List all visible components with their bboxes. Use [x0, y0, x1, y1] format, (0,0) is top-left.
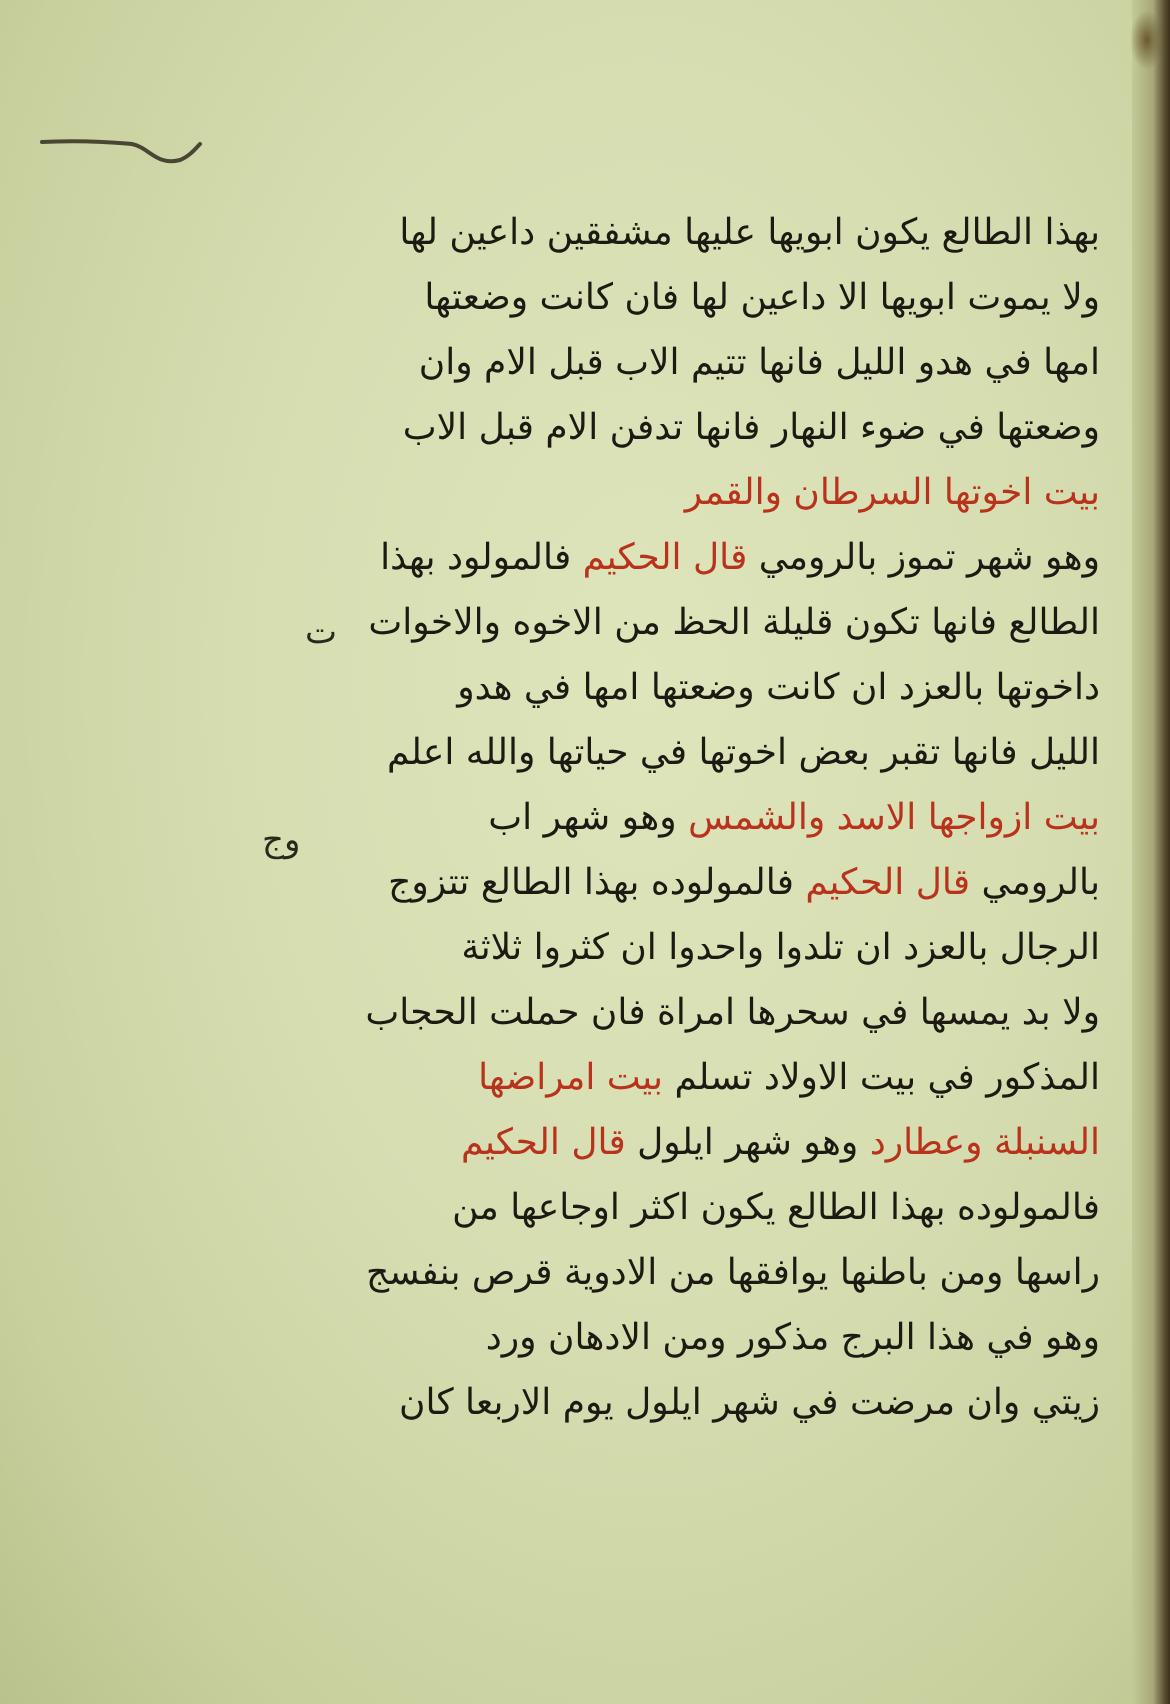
body-text: الليل فانها تقبر بعض اخوتها في حياتها والله اعلم — [386, 732, 1100, 773]
body-text: فالمولوده بهذا الطالع يكون اكثر اوجاعها من — [452, 1187, 1100, 1228]
body-text: زيتي وان مرضت في شهر ايلول يوم الاربعا كان — [399, 1382, 1100, 1423]
body-text: فالمولوده بهذا الطالع تتزوج — [388, 862, 806, 903]
margin-note-2: وج — [262, 820, 301, 860]
body-text: وهو شهر ايلول — [625, 1122, 870, 1163]
text-line — [360, 1110, 1100, 1175]
body-text: بهذا الطالع يكون ابويها عليها مشفقين داعين لها — [399, 212, 1100, 253]
text-line — [360, 525, 1100, 590]
binding-gutter — [1132, 0, 1170, 1704]
folio-mark — [40, 128, 205, 188]
text-line — [360, 460, 1100, 525]
body-text: امها في هدو الليل فانها تتيم الاب قبل الام وان — [418, 342, 1100, 383]
rubric-text: بيت امراضها — [478, 1057, 664, 1098]
text-line — [360, 590, 1100, 655]
text-line — [360, 1240, 1100, 1305]
text-line — [360, 655, 1100, 720]
text-line — [360, 395, 1100, 460]
body-text: وهو في هذا البرج مذكور ومن الادهان ورد — [485, 1317, 1100, 1358]
body-text: ولا بد يمسها في سحرها امراة فان حملت الحجاب — [365, 992, 1100, 1033]
rubric-text: السنبلة وعطارد — [869, 1122, 1100, 1163]
margin-note-1: ت — [305, 612, 338, 652]
text-line — [360, 1045, 1100, 1110]
rubric-text: قال الحكيم — [805, 862, 971, 903]
body-text: ولا يموت ابويها الا داعين لها فان كانت وضعتها — [424, 277, 1100, 318]
rubric-text: بيت ازواجها الاسد والشمس — [688, 797, 1100, 838]
text-line — [360, 1175, 1100, 1240]
text-line — [360, 915, 1100, 980]
text-line — [360, 785, 1100, 850]
body-text: بالرومي — [970, 862, 1100, 903]
text-line — [360, 720, 1100, 785]
text-line — [360, 200, 1100, 265]
text-line — [360, 1305, 1100, 1370]
text-line — [360, 980, 1100, 1045]
text-line — [360, 1370, 1100, 1435]
body-text: الرجال بالعزد ان تلدوا واحدوا ان كثروا ثلاثة — [461, 927, 1100, 968]
rubric-text: قال الحكيم — [460, 1122, 626, 1163]
body-text: فالمولود بهذا — [380, 537, 583, 578]
rubric-text: قال الحكيم — [582, 537, 748, 578]
body-text: وهو شهر تموز بالرومي — [747, 537, 1100, 578]
edge-stain — [1130, 10, 1164, 70]
body-text: داخوتها بالعزد ان كانت وضعتها امها في هدو — [457, 667, 1100, 708]
manuscript-text — [360, 200, 1100, 1435]
body-text: المذكور في بيت الاولاد تسلم — [663, 1057, 1100, 1098]
body-text: وضعتها في ضوء النهار فانها تدفن الام قبل الاب — [402, 407, 1100, 448]
body-text: الطالع فانها تكون قليلة الحظ من الاخوه والاخوات — [368, 602, 1100, 643]
text-line — [360, 265, 1100, 330]
body-text: راسها ومن باطنها يوافقها من الادوية قرص بنفسج — [366, 1252, 1100, 1293]
rubric-text: بيت اخوتها السرطان والقمر — [684, 472, 1100, 513]
body-text: وهو شهر اب — [488, 797, 689, 838]
text-line — [360, 330, 1100, 395]
text-line — [360, 850, 1100, 915]
